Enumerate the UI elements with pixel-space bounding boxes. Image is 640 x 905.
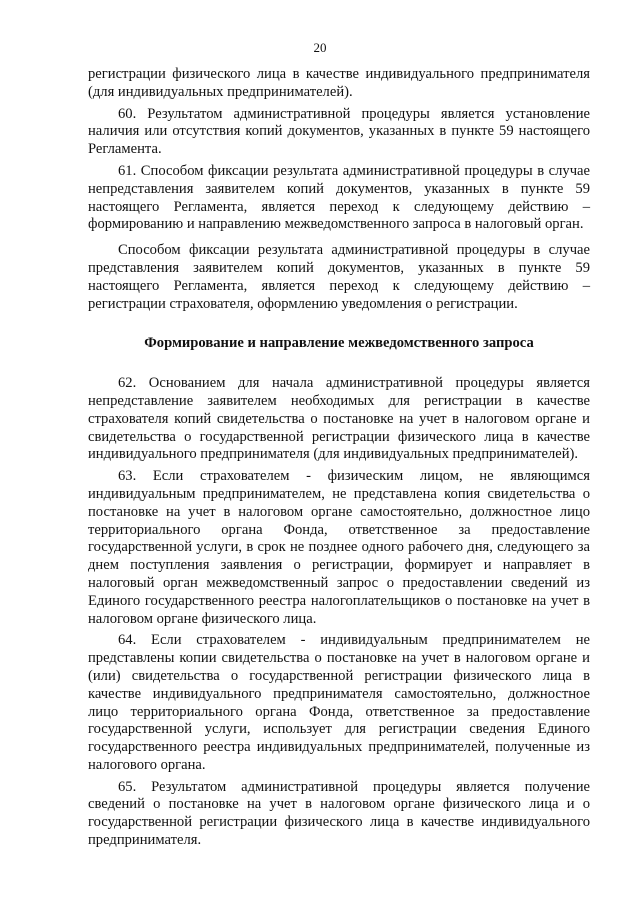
paragraph-61-continued: Способом фиксации результата административной процедуры в случае представления заявителем копий документов, указанных в пункте 59 настоящего Регламента, является переход к следующему действию – регистрации страхователя, оформлению уведомления о регистрации. xyxy=(88,242,590,312)
paragraph-62: 62. Основанием для начала административной процедуры является непредставление заявителем необходимых для регистрации в качестве страхователя копий свидетельства о постановке на учет в налоговом органе и свидетельства о государственной регистрации физического лица в качестве индивидуального предпринимателя (для индивидуальных предпринимателей). xyxy=(88,375,590,463)
paragraph-64: 64. Если страхователем - индивидуальным предпринимателем не представлены копии свидетельства о постановке на учет в налоговом органе и (или) свидетельства о государственной регистрации физического лица в качестве индивидуального предпринимателя самостоятельно, должностное лицо территориального органа Фонда, ответственное за предоставление государственной услуги, использует для регистрации сведения Единого государственного реестра индивидуальных предпринимателей, полученные из налогового органа. xyxy=(88,632,590,773)
page-number: 20 xyxy=(313,40,327,55)
paragraph-continuation: регистрации физического лица в качестве индивидуального предпринимателя (для индивидуальных предпринимателей). xyxy=(88,66,590,100)
section-heading: Формирование и направление межведомственного запроса xyxy=(144,335,534,352)
paragraph-60: 60. Результатом административной процедуры является установление наличия или отсутствия копий документов, указанных в пункте 59 настоящего Регламента. xyxy=(88,105,590,158)
paragraph-65: 65. Результатом административной процедуры является получение сведений о постановке на учет в налоговом органе физического лица и о государственной регистрации физического лица в качестве индивидуального предпринимателя. xyxy=(88,778,590,849)
paragraph-61: 61. Способом фиксации результата административной процедуры в случае непредставления заявителем копий документов, указанных в пункте 59 настоящего Регламента, является переход к следующему действию – формированию и направлению межведомственного запроса в налоговый орган. xyxy=(88,162,590,233)
document-body xyxy=(88,66,590,850)
paragraph-63: 63. Если страхователем - физическим лицом, не являющимся индивидуальным предпринимателем, не представлена копия свидетельства о постановке на учет в налоговом органе самостоятельно, должностное лицо территориального органа Фонда, ответственное за предоставление государственной услуги, в срок не позднее одного рабочего дня, следующего за днем поступления заявления о регистрации, формирует и направляет в налоговый орган межведомственный запрос о предоставлении сведений из Единого государственного реестра налогоплательщиков о постановке на учет в налоговом органе физического лица. xyxy=(88,468,590,627)
